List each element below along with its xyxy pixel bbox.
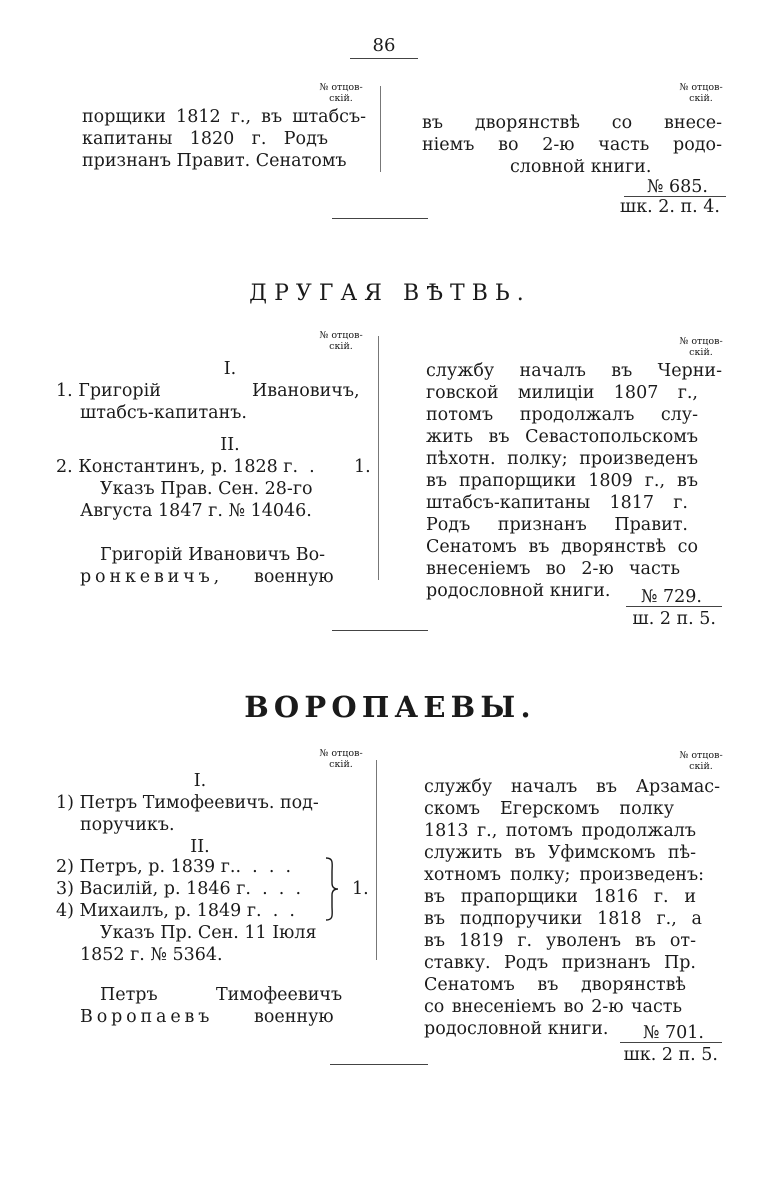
text-line: 2. Константинъ, р. 1828 г. . bbox=[56, 457, 315, 477]
section-heading: ВОРОПАЕВЫ. bbox=[244, 690, 536, 724]
text-line: Сенатомъ въ дворянствѣ со bbox=[426, 537, 698, 557]
record-number: № 685. bbox=[646, 177, 708, 197]
text-line: служить въ Уфимскомъ пѣ- bbox=[424, 843, 696, 863]
text-line: Родъ признанъ Правит. bbox=[426, 515, 688, 535]
text-line: Сенатомъ въ дворянствѣ bbox=[424, 975, 686, 995]
text-line: говской милиціи 1807 г., bbox=[426, 383, 698, 403]
text-line: въ 1819 г. уволенъ въ от- bbox=[424, 931, 696, 951]
text-line: Ивановичъ, bbox=[252, 381, 360, 401]
column-label: № отцов- скій. bbox=[679, 750, 723, 772]
text-line: хотномъ полку; произведенъ: bbox=[424, 865, 704, 885]
column-label: № отцов- скій. bbox=[679, 82, 723, 104]
father-number: 1. bbox=[352, 879, 369, 899]
text-line: пѣхотн. полку; произведенъ bbox=[426, 449, 698, 469]
text-line: 1813 г., потомъ продолжалъ bbox=[424, 821, 696, 841]
text-line: родословной книги. bbox=[426, 581, 611, 601]
text-line: штабсъ-капитанъ. bbox=[80, 403, 247, 423]
text-line: Воропаевъ bbox=[80, 1007, 214, 1027]
text-line: ставку. Родъ признанъ Пр. bbox=[424, 953, 696, 973]
father-number: 1. bbox=[354, 457, 371, 477]
text-line: скомъ Егерскомъ полку bbox=[424, 799, 674, 819]
text-line: военную bbox=[254, 567, 334, 587]
text-line: военную bbox=[254, 1007, 334, 1027]
shelf-mark: шк. 2 п. 5. bbox=[623, 1045, 718, 1065]
column-divider bbox=[380, 86, 381, 172]
text-line: порщики 1812 г., въ штабсъ- bbox=[82, 107, 366, 127]
record-rule bbox=[620, 1042, 722, 1043]
text-line: службу началъ въ Арзамас- bbox=[424, 777, 720, 797]
record-rule bbox=[626, 606, 722, 607]
text-line: въ прапорщики 1809 г., въ bbox=[426, 471, 698, 491]
column-divider bbox=[378, 336, 379, 580]
text-line: признанъ Правит. Сенатомъ bbox=[82, 151, 347, 171]
section-separator bbox=[332, 218, 428, 219]
text-line: поручикъ. bbox=[80, 815, 175, 835]
text-line: Указъ Пр. Сен. 11 Іюля bbox=[100, 923, 317, 943]
text-line: 3) Василій, р. 1846 г. . . . bbox=[56, 879, 302, 899]
column-label: № отцов- скій. bbox=[319, 330, 363, 352]
record-number: № 701. bbox=[642, 1023, 704, 1043]
text-line: жить въ Севастопольскомъ bbox=[426, 427, 698, 447]
text-line: службу началъ въ Черни- bbox=[426, 361, 722, 381]
section-heading: ДРУГАЯ ВѢТВЬ. bbox=[249, 281, 531, 306]
text-line: внесеніемъ во 2-ю часть bbox=[426, 559, 680, 579]
shelf-mark: ш. 2 п. 5. bbox=[632, 609, 716, 629]
column-label: № отцов- скій. bbox=[679, 336, 723, 358]
text-line: Тимофеевичъ bbox=[216, 985, 343, 1005]
text-line: 1852 г. № 5364. bbox=[80, 945, 223, 965]
generation-label: II. bbox=[190, 837, 210, 857]
section-separator bbox=[330, 1064, 428, 1065]
section-separator bbox=[332, 630, 428, 631]
brace bbox=[322, 856, 348, 922]
text-line: родословной книги. bbox=[424, 1019, 609, 1039]
text-line: Указъ Прав. Сен. 28-го bbox=[100, 479, 313, 499]
text-line: Петръ bbox=[100, 985, 158, 1005]
text-line: въ прапорщики 1816 г. и bbox=[424, 887, 696, 907]
text-line: капитаны 1820 г. Родъ bbox=[82, 129, 328, 149]
shelf-mark: шк. 2. п. 4. bbox=[619, 197, 720, 217]
page-number: 86 bbox=[372, 35, 396, 56]
text-line: Августа 1847 г. № 14046. bbox=[80, 501, 312, 521]
text-line: въ подпоручики 1818 г., а bbox=[424, 909, 702, 929]
page-number-underline bbox=[350, 58, 418, 59]
text-line: словной книги. bbox=[510, 157, 652, 177]
column-label: № отцов- скій. bbox=[319, 82, 363, 104]
text-line: Григорій Ивановичъ Во- bbox=[100, 545, 326, 565]
text-line: со внесеніемъ во 2-ю часть bbox=[424, 997, 682, 1017]
generation-label: I. bbox=[193, 771, 207, 791]
column-divider bbox=[376, 760, 377, 960]
text-line: 1) Петръ Тимофеевичъ. под- bbox=[56, 793, 319, 813]
text-line: въ дворянствѣ со внесе- bbox=[422, 113, 722, 133]
text-line: 2) Петръ, р. 1839 г.. . . . bbox=[56, 857, 292, 877]
text-line: 4) Михаилъ, р. 1849 г. . . bbox=[56, 901, 295, 921]
text-line: потомъ продолжалъ слу- bbox=[426, 405, 698, 425]
generation-label: I. bbox=[223, 359, 237, 379]
text-line: ніемъ во 2-ю часть родо- bbox=[422, 135, 722, 155]
generation-label: II. bbox=[220, 435, 240, 455]
text-line: штабсъ-капитаны 1817 г. bbox=[426, 493, 688, 513]
text-line: ронкевичъ, bbox=[80, 567, 223, 587]
record-number: № 729. bbox=[640, 587, 702, 607]
text-line: 1. Григорій bbox=[56, 381, 161, 401]
column-label: № отцов- скій. bbox=[319, 748, 363, 770]
